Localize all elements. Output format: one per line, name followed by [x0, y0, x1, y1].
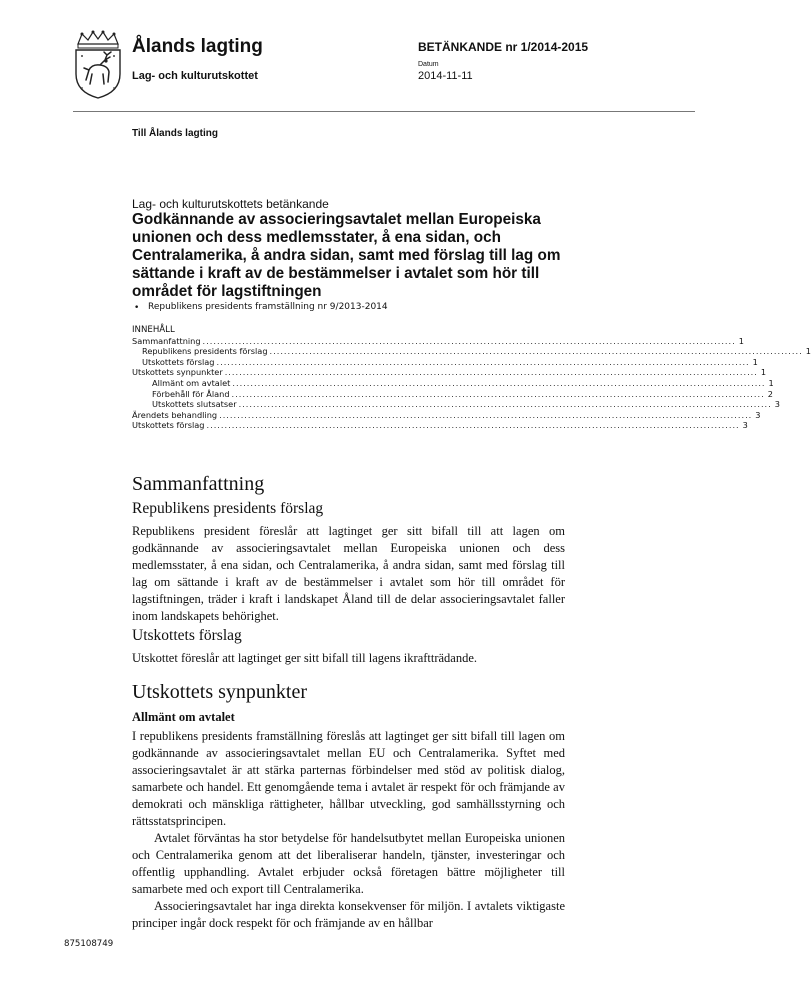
toc-entry-page: 1 [805, 346, 811, 357]
general-paragraph-2: Avtalet förväntas ha stor betydelse för handelsutbytet mellan Europeiska unionen och Centralamerika genom att det liberaliserar handeln, tjänster, investeringar och offentlig upphandling. Avtalet erbjuder också företagen bättre möjligheter till samarbete med och export till Centralamerika. [132, 831, 565, 896]
toc-leader: .................................................................................................................................................... [224, 367, 758, 378]
toc-leader: .................................................................................................................................................... [206, 420, 740, 431]
toc-entry-page: 1 [738, 335, 744, 346]
committee-proposal-text: Utskottet föreslår att lagtinget ger sitt bifall till lagens ikraftträdande. [132, 651, 478, 665]
toc-entry[interactable] [132, 356, 758, 368]
toc-entry[interactable] [132, 409, 761, 421]
toc-entry-label: Allmänt om avtalet [152, 377, 231, 388]
toc-leader: .................................................................................................................................................... [269, 346, 803, 357]
toc-entry[interactable] [132, 388, 773, 400]
toc-entry[interactable] [132, 367, 767, 378]
toc-entry[interactable] [132, 420, 748, 431]
toc-entry[interactable] [132, 335, 744, 347]
recipient: Till Ålands lagting [132, 128, 218, 139]
toc-entry[interactable] [132, 346, 811, 357]
toc-entry[interactable] [132, 399, 780, 410]
toc-entry-page: 1 [760, 367, 767, 378]
toc-leader: .................................................................................................................................................... [219, 409, 753, 420]
views-heading: Utskottets synpunkter [132, 681, 307, 703]
toc-entry-page: 2 [767, 388, 773, 399]
toc-entry-page: 3 [755, 409, 761, 420]
proposal-heading: Republikens presidents förslag [132, 500, 324, 517]
general-paragraph-1: I republikens presidents framställning föreslås att lagtinget ger sitt bifall till lagen om godkännande av associeringsavtalet mellan EU och Centralamerika. Syftet med associeringsavtalet är att stärka parternas förbindelser med stöd av politisk dialog, samarbete och handel. Ett genomgående tema i avtalet är respekt för och främjande av demokrati och mänskliga rättigheter, hållbar utveckling, god samhällsstyrning och rättsstatsprincipen. [132, 729, 565, 828]
committee-name: Lag- och kulturutskottet [132, 70, 258, 82]
toc-entry-label: Förbehåll för Åland [152, 388, 230, 399]
report-title: Godkännande av associeringsavtalet mellan Europeiska unionen och dess medlemsstater, å ena sidan, och Centralamerika, å andra sidan, samt med förslag till lag om sättande i kraft av de bestämmelser i avtalet som hör till området för lagstiftningen [132, 211, 561, 300]
toc-leader: .................................................................................................................................................... [202, 335, 736, 346]
footer-code: 875108749 [64, 939, 114, 949]
toc-heading: INNEHÅLL [132, 325, 175, 335]
toc-entry-label: Republikens presidents förslag [142, 346, 268, 357]
proposal-text: Republikens president föreslår att lagtinget ger sitt bifall till att lagen om godkännande av associeringsavtalet mellan Europeiska unionen och dess medlemsstater, å ena sidan, och Centralamerika, å andra sidan, samt med förslag till lag om sättande i kraft av de bestämmelser i avtalet som hör till området för lagstiftningen, träder i kraft i landskapet Åland till de delar associeringsavtalet faller inom landskapets behörighet. [132, 524, 565, 623]
toc-entry-page: 3 [742, 420, 748, 431]
aland-coat-of-arms-logo [72, 30, 124, 100]
toc-entry-page: 1 [768, 377, 774, 388]
org-title: Ålands lagting [132, 36, 263, 57]
toc-entry-label: Ärendets behandling [132, 409, 218, 420]
toc-leader: .................................................................................................................................................... [232, 377, 766, 388]
toc-entry-label: Utskottets slutsatser [152, 399, 237, 410]
summary-heading: Sammanfattning [132, 473, 265, 495]
table-of-contents [132, 325, 811, 431]
toc-entry-label: Utskottets förslag [142, 356, 215, 367]
toc-entry-page: 3 [774, 399, 780, 410]
toc-entry-label: Sammanfattning [132, 335, 201, 346]
document-id: BETÄNKANDE nr 1/2014-2015 [418, 40, 589, 54]
toc-leader: .................................................................................................................................................... [216, 356, 750, 367]
general-paragraph-3: Associeringsavtalet har inga direkta konsekvenser för miljön. I avtalets viktigaste principer ingår dock respekt för och främjande av en hållbar [132, 899, 565, 930]
toc-entry-label: Utskottets förslag [132, 420, 205, 431]
committee-proposal-heading: Utskottets förslag [132, 627, 242, 644]
date-label: Datum [418, 61, 439, 68]
toc-entry-page: 1 [752, 356, 758, 367]
report-type: Lag- och kulturutskottets betänkande [132, 197, 329, 211]
toc-entry-label: Utskottets synpunkter [132, 367, 223, 378]
general-heading: Allmänt om avtalet [132, 710, 235, 724]
bullet-icon: • [134, 303, 140, 313]
toc-leader: .................................................................................................................................................... [238, 399, 772, 410]
header-divider [73, 111, 695, 112]
toc-entry[interactable] [132, 377, 774, 389]
date-value: 2014-11-11 [418, 70, 473, 82]
reference: Republikens presidents framställning nr 9/2013-2014 [148, 302, 388, 312]
toc-leader: .................................................................................................................................................... [231, 388, 765, 399]
